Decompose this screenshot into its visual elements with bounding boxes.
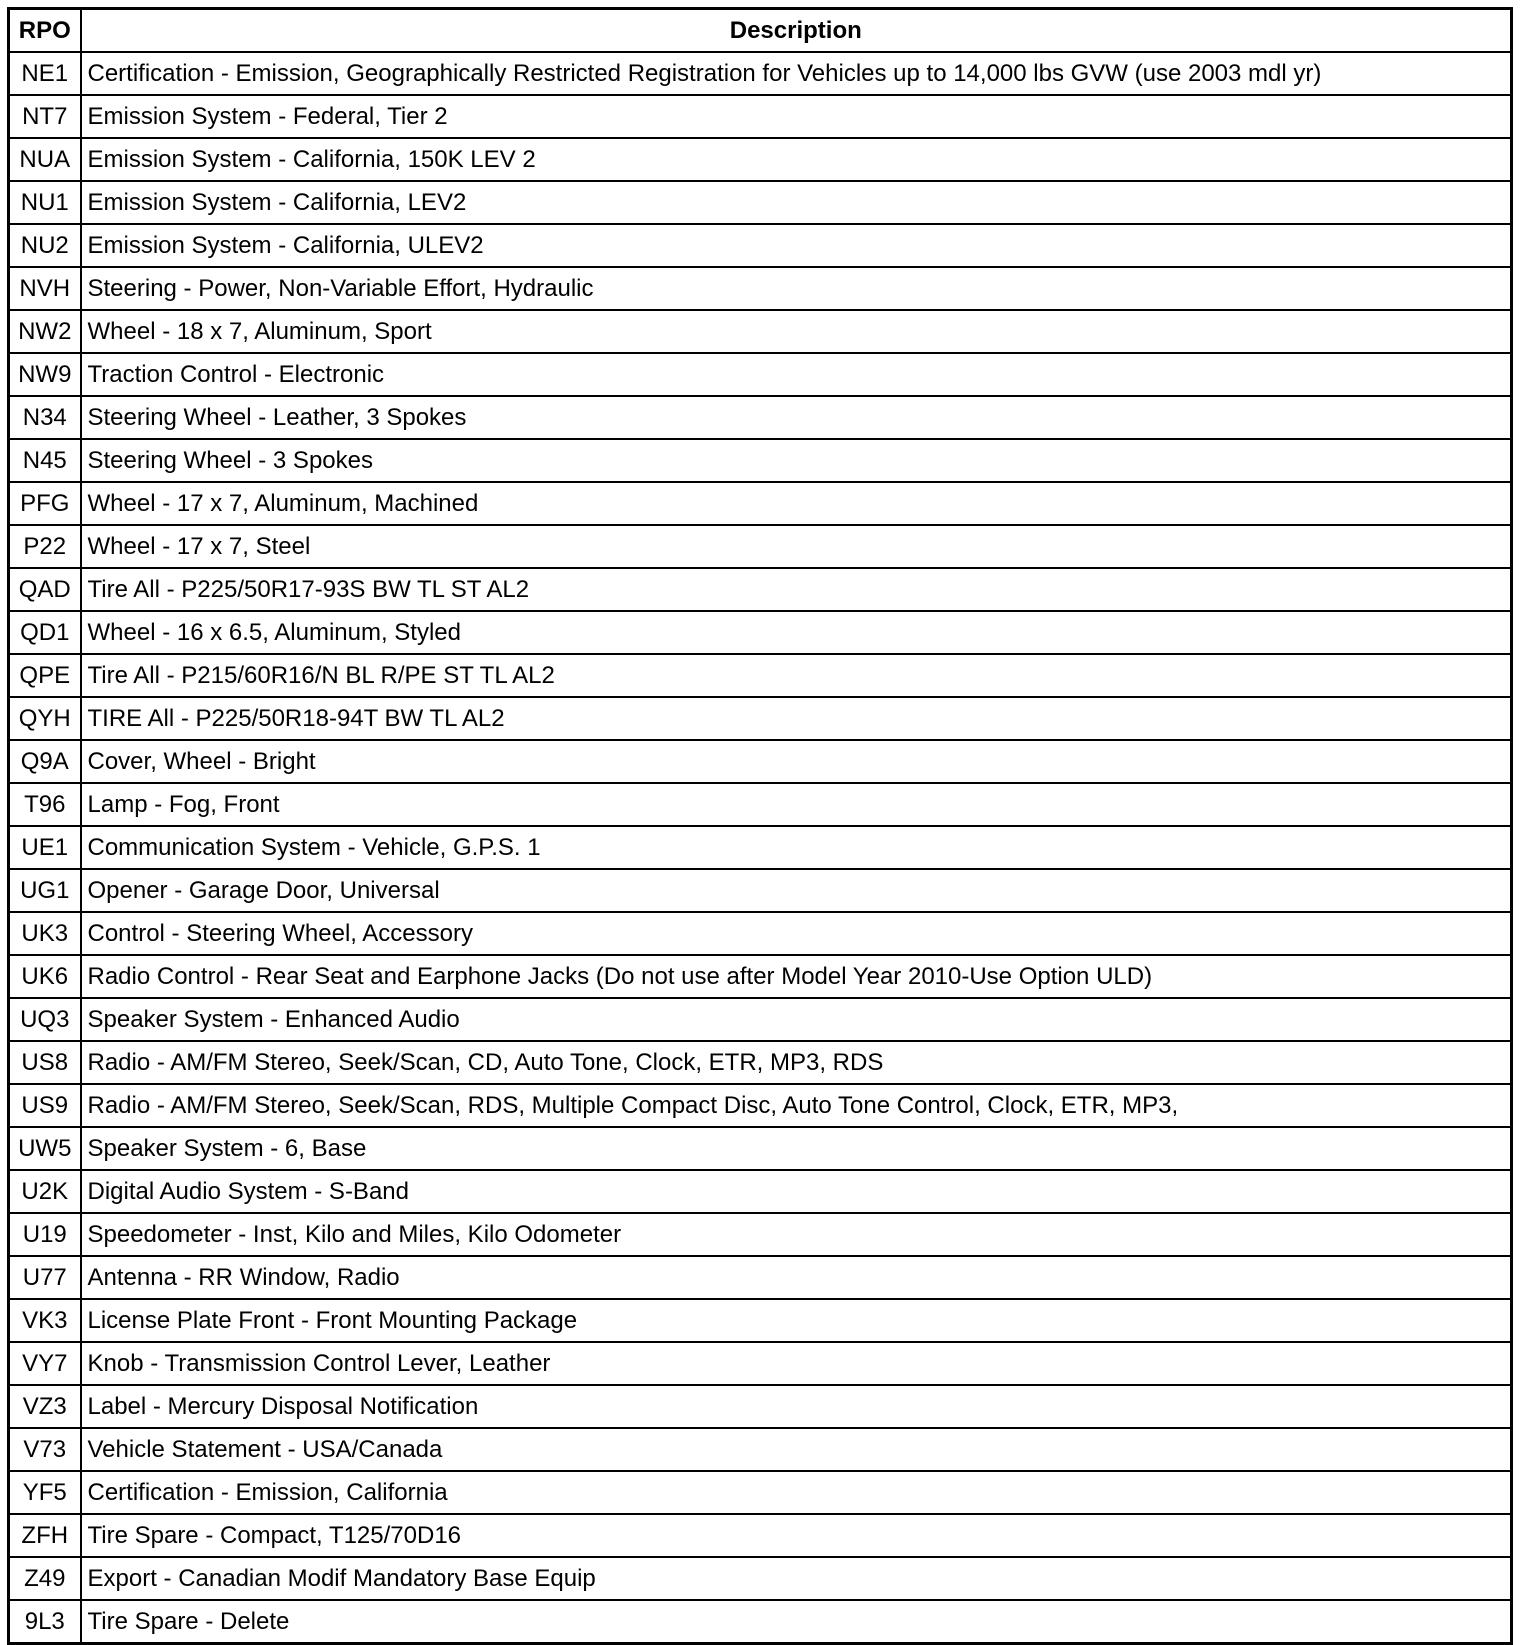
rpo-code-cell: PFG [9,482,81,525]
rpo-code-cell: U77 [9,1256,81,1299]
table-row [9,826,1512,869]
description-cell: Steering - Power, Non-Variable Effort, Hydraulic [81,267,1512,310]
description-cell: Wheel - 16 x 6.5, Aluminum, Styled [81,611,1512,654]
description-cell: Radio - AM/FM Stereo, Seek/Scan, RDS, Multiple Compact Disc, Auto Tone Control, Clock, ETR, MP3, [81,1084,1512,1127]
rpo-code-cell: QPE [9,654,81,697]
table-row [9,1342,1512,1385]
rpo-code-cell: UK6 [9,955,81,998]
table-row [9,525,1512,568]
rpo-code-cell: N34 [9,396,81,439]
description-cell: Steering Wheel - 3 Spokes [81,439,1512,482]
description-cell: Wheel - 17 x 7, Steel [81,525,1512,568]
rpo-code-cell: NW2 [9,310,81,353]
description-cell: Radio - AM/FM Stereo, Seek/Scan, CD, Auto Tone, Clock, ETR, MP3, RDS [81,1041,1512,1084]
rpo-code-cell: UQ3 [9,998,81,1041]
table-row [9,783,1512,826]
description-column-header: Description [81,9,1512,53]
table-row [9,912,1512,955]
description-cell: Speaker System - Enhanced Audio [81,998,1512,1041]
description-cell: Wheel - 18 x 7, Aluminum, Sport [81,310,1512,353]
description-cell: Certification - Emission, Geographically Restricted Registration for Vehicles up to 14,000 lbs GVW (use 2003 mdl yr) [81,52,1512,95]
table-row [9,1213,1512,1256]
table-row [9,740,1512,783]
table-row [9,353,1512,396]
table-row [9,1385,1512,1428]
description-cell: Emission System - California, ULEV2 [81,224,1512,267]
table-row [9,869,1512,912]
description-cell: Antenna - RR Window, Radio [81,1256,1512,1299]
table-row [9,396,1512,439]
table-row [9,1170,1512,1213]
rpo-code-cell: NE1 [9,52,81,95]
table-row [9,697,1512,740]
rpo-code-cell: ZFH [9,1514,81,1557]
rpo-code-cell: Z49 [9,1557,81,1600]
description-cell: Tire Spare - Delete [81,1600,1512,1644]
rpo-code-cell: N45 [9,439,81,482]
rpo-code-cell: NU1 [9,181,81,224]
rpo-code-cell: QAD [9,568,81,611]
table-row [9,654,1512,697]
table-row [9,1127,1512,1170]
rpo-code-cell: VY7 [9,1342,81,1385]
rpo-code-cell: P22 [9,525,81,568]
rpo-code-cell: NW9 [9,353,81,396]
table-row [9,181,1512,224]
rpo-code-cell: QD1 [9,611,81,654]
description-cell: License Plate Front - Front Mounting Package [81,1299,1512,1342]
rpo-code-cell: NUA [9,138,81,181]
rpo-code-cell: NVH [9,267,81,310]
description-cell: Tire All - P215/60R16/N BL R/PE ST TL AL2 [81,654,1512,697]
description-cell: Label - Mercury Disposal Notification [81,1385,1512,1428]
table-row [9,267,1512,310]
rpo-code-cell: UG1 [9,869,81,912]
table-row [9,1084,1512,1127]
description-cell: Emission System - California, LEV2 [81,181,1512,224]
table-row [9,439,1512,482]
table-row [9,1041,1512,1084]
description-cell: Tire All - P225/50R17-93S BW TL ST AL2 [81,568,1512,611]
table-row [9,1557,1512,1600]
rpo-code-cell: V73 [9,1428,81,1471]
table-row [9,1428,1512,1471]
rpo-code-cell: YF5 [9,1471,81,1514]
description-cell: Speedometer - Inst, Kilo and Miles, Kilo Odometer [81,1213,1512,1256]
description-cell: Digital Audio System - S-Band [81,1170,1512,1213]
table-header-row [9,9,1512,53]
rpo-code-cell: NU2 [9,224,81,267]
table-row [9,482,1512,525]
table-row [9,95,1512,138]
table-row [9,611,1512,654]
rpo-code-cell: QYH [9,697,81,740]
rpo-code-cell: US8 [9,1041,81,1084]
description-cell: Emission System - California, 150K LEV 2 [81,138,1512,181]
description-cell: Steering Wheel - Leather, 3 Spokes [81,396,1512,439]
description-cell: Knob - Transmission Control Lever, Leather [81,1342,1512,1385]
description-cell: Opener - Garage Door, Universal [81,869,1512,912]
rpo-code-cell: T96 [9,783,81,826]
rpo-code-cell: UK3 [9,912,81,955]
rpo-column-header: RPO [9,9,81,53]
table-row [9,998,1512,1041]
rpo-code-cell: U19 [9,1213,81,1256]
table-row [9,568,1512,611]
description-cell: Certification - Emission, California [81,1471,1512,1514]
rpo-code-cell: UW5 [9,1127,81,1170]
table-row [9,1299,1512,1342]
table-row [9,224,1512,267]
table-row [9,1471,1512,1514]
table-row [9,310,1512,353]
description-cell: Radio Control - Rear Seat and Earphone Jacks (Do not use after Model Year 2010-Use Option ULD) [81,955,1512,998]
table-row [9,1256,1512,1299]
table-body [9,52,1512,1644]
description-cell: Emission System - Federal, Tier 2 [81,95,1512,138]
rpo-code-cell: US9 [9,1084,81,1127]
rpo-code-cell: VK3 [9,1299,81,1342]
description-cell: Lamp - Fog, Front [81,783,1512,826]
table-row [9,955,1512,998]
rpo-code-cell: Q9A [9,740,81,783]
description-cell: Vehicle Statement - USA/Canada [81,1428,1512,1471]
description-cell: Control - Steering Wheel, Accessory [81,912,1512,955]
rpo-code-cell: U2K [9,1170,81,1213]
table-row [9,52,1512,95]
description-cell: TIRE All - P225/50R18-94T BW TL AL2 [81,697,1512,740]
description-cell: Tire Spare - Compact, T125/70D16 [81,1514,1512,1557]
rpo-code-cell: UE1 [9,826,81,869]
rpo-code-cell: VZ3 [9,1385,81,1428]
description-cell: Communication System - Vehicle, G.P.S. 1 [81,826,1512,869]
description-cell: Wheel - 17 x 7, Aluminum, Machined [81,482,1512,525]
rpo-description-table [7,7,1513,1645]
rpo-code-cell: NT7 [9,95,81,138]
description-cell: Traction Control - Electronic [81,353,1512,396]
description-cell: Cover, Wheel - Bright [81,740,1512,783]
table-row [9,138,1512,181]
description-cell: Speaker System - 6, Base [81,1127,1512,1170]
table-row [9,1514,1512,1557]
rpo-code-cell: 9L3 [9,1600,81,1644]
description-cell: Export - Canadian Modif Mandatory Base Equip [81,1557,1512,1600]
